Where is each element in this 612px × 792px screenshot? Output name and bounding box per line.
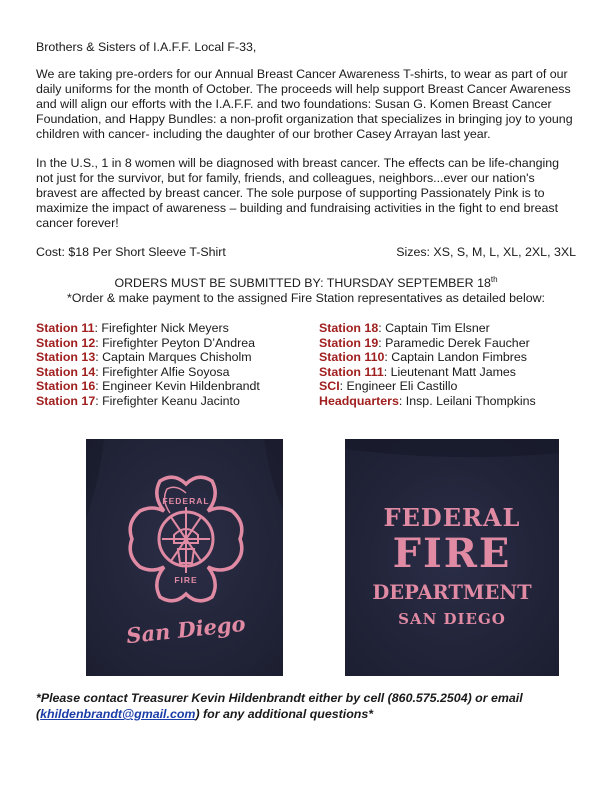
station-name: Station 12 [36,335,96,350]
station-rep: : Paramedic Derek Faucher [378,335,530,350]
station-name: Station 14 [36,364,96,379]
paragraph-statistics: In the U.S., 1 in 8 women will be diagnosed with breast cancer. The effects can be life-changing not just for the survivor, but for family, friends, and colleagues, neighbors...ever our nation's bravest are affected by breast cancer. The sole purpose of supporting Passionately Pink is to maximize the impact of awareness – building and fundraising activities in the fight to end breast cancer forever! [36,156,560,230]
station-item [319,394,576,409]
station-column-right [319,321,576,408]
cost-text: Cost: $18 Per Short Sleeve T-Shirt [36,245,226,259]
email-link[interactable]: khildenbrandt@gmail.com [40,707,196,721]
station-name: Station 11 [36,321,95,335]
letter-body [36,40,576,408]
shirt-back-photo [345,439,559,676]
greeting: Brothers & Sisters of I.A.F.F. Local F-33, [36,40,257,54]
cross-top-label: FEDERAL [162,496,210,506]
station-name: Station 13 [36,350,96,364]
back-line-fire: FIRE [392,530,512,577]
station-rep: : Engineer Kevin Hildenbrandt [95,379,260,393]
station-rep: : Firefighter Nick Meyers [94,321,229,335]
station-rep: : Captain Landon Fimbres [384,350,527,364]
station-name: SCI [319,379,340,393]
order-instructions: *Order & make payment to the assigned Fire Station representatives as detailed below: [67,291,545,305]
station-item [319,336,576,351]
station-rep: : Captain Marques Chisholm [95,350,252,364]
station-name: Headquarters [319,393,399,408]
station-item [319,321,576,336]
contact-text-after: ) for any additional questions* [195,707,374,721]
station-rep: : Captain Tim Elsner [378,321,490,335]
paragraph-intro: We are taking pre-orders for our Annual Breast Cancer Awareness T-shirts, to wear as part of our daily uniforms for the month of October. The proceeds will help support Breast Cancer Awareness and will align our efforts with the I.A.F.F. and two foundations: Susan G. Komen Breast Cancer Foundation, and Happy Bundles: a non-profit organization that specializes in bringing joy to young children with cancer- including the daughter of our brother Casey Arrayan last year. [36,67,573,141]
station-rep: : Engineer Eli Castillo [339,379,458,393]
station-item [319,365,576,380]
station-name: Station 111 [319,364,384,379]
contact-note [36,690,581,722]
station-item [36,321,319,336]
station-list [36,321,576,408]
san-diego-script: San Diego [125,610,247,649]
deadline-text: ORDERS MUST BE SUBMITTED BY: THURSDAY SEPTEMBER 18 [114,276,491,290]
station-name: Station 17 [36,393,96,408]
pricing-row [36,245,576,260]
station-rep: : Insp. Leilani Thompkins [398,393,536,408]
shirt-front-photo [86,439,283,676]
station-column-left [36,321,319,408]
sizes-text: Sizes: XS, S, M, L, XL, 2XL, 3XL [396,245,576,259]
station-item [319,379,576,394]
station-item [36,394,319,409]
deadline-suffix: th [490,275,498,284]
station-name: Station 18 [319,321,379,335]
station-item [36,365,319,380]
station-name: Station 19 [319,335,379,350]
station-item [36,336,319,351]
contact-text-before: *Please contact Treasurer Kevin Hildenbrandt either by cell (860.575.2504) or email ( [36,691,523,721]
cross-bottom-label: FIRE [174,575,198,585]
station-rep: : Firefighter Keanu Jacinto [95,393,240,408]
station-item [36,379,319,394]
station-rep: : Firefighter Alfie Soyosa [95,364,230,379]
station-rep: : Lieutenant Matt James [383,364,516,379]
station-rep: : Firefighter Peyton D’Andrea [95,335,255,350]
back-line-department: DEPARTMENT [372,581,532,604]
order-deadline [36,276,576,291]
station-item [36,350,319,365]
back-line-san-diego: SAN DIEGO [398,610,506,628]
station-name: Station 16 [36,379,96,393]
station-name: Station 110 [319,350,385,364]
station-item [319,350,576,365]
back-line-federal: FEDERAL [383,503,521,532]
